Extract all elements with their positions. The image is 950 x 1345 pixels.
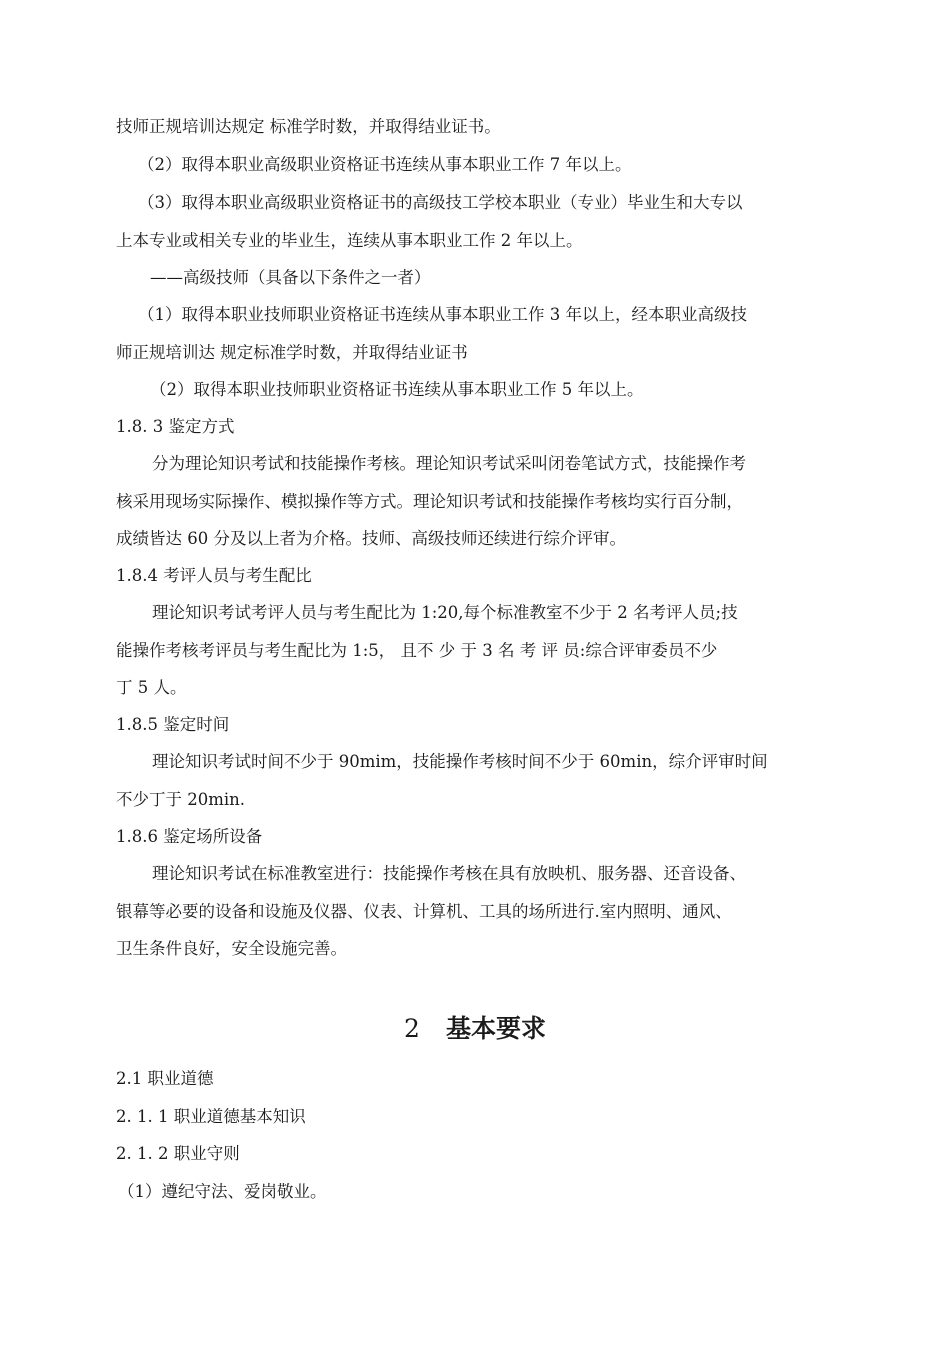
paragraph-line: 能操作考核考评员与考生配比为 1:5， 且不 少 于 3 名 考 评 员:综合评审委员不少 — [116, 641, 718, 660]
list-item: （2）取得本职业高级职业资格证书连续从事本职业工作 7 年以上。 — [138, 155, 632, 174]
section-heading: 1.8.4 考评人员与考生配比 — [116, 566, 312, 585]
body-line: 技师正规培训达规定 标准学时数，并取得结业证书。 — [116, 117, 501, 136]
paragraph-line: 丁 5 人。 — [116, 678, 187, 697]
body-line: 上本专业或相关专业的毕业生，连续从事本职业工作 2 年以上。 — [116, 231, 583, 250]
section-heading: 2. 1. 1 职业道德基本知识 — [116, 1107, 306, 1126]
paragraph-line: 核采用现场实际操作、模拟操作等方式。理论知识考试和技能操作考核均实行百分制， — [116, 492, 743, 511]
chapter-number: 2 — [404, 1014, 420, 1043]
section-heading: 1.8.6 鉴定场所设备 — [116, 827, 263, 846]
list-item: （2）取得本职业技师职业资格证书连续从事本职业工作 5 年以上。 — [150, 380, 644, 399]
paragraph-line: 理论知识考试时间不少于 90mim，技能操作考核时间不少于 60min，综介评审时间 — [152, 752, 768, 771]
section-heading: 1.8. 3 鉴定方式 — [116, 417, 235, 436]
paragraph-line: 成绩皆达 60 分及以上者为介格。技师、高级技师还续进行综介评审。 — [116, 529, 626, 548]
paragraph-line: 理论知识考试在标准教室进行：技能操作考核在具有放映机、服务器、还音设备、 — [152, 864, 746, 883]
paragraph-line: 不少丁于 20min. — [116, 790, 246, 809]
section-heading: 2. 1. 2 职业守则 — [116, 1144, 240, 1163]
list-item: （1）遵纪守法、爱岗敬业。 — [118, 1182, 327, 1201]
paragraph-line: 银幕等必要的设备和设施及仪器、仪表、计算机、工具的场所进行.室内照明、通风、 — [116, 902, 732, 921]
chapter-heading — [0, 1011, 950, 1047]
list-item: （3）取得本职业高级职业资格证书的高级技工学校本职业（专业）毕业生和大专以 — [138, 193, 743, 212]
paragraph-line: 理论知识考试考评人员与考生配比为 1:20,每个标准教室不少于 2 名考评人员;技 — [152, 603, 738, 622]
section-heading: 2.1 职业道德 — [116, 1069, 214, 1088]
paragraph-line: 卫生条件良好，安全设施完善。 — [116, 939, 347, 958]
section-heading: 1.8.5 鉴定时间 — [116, 715, 230, 734]
list-item: （1）取得本职业技师职业资格证书连续从事本职业工作 3 年以上，经本职业高级技 — [138, 305, 747, 324]
chapter-title: 基本要求 — [445, 1014, 546, 1043]
paragraph-line: 分为理论知识考试和技能操作考核。理论知识考试采叫闭卷笔试方式，技能操作考 — [152, 454, 746, 473]
body-line: 师正规培训达 规定标准学时数，并取得结业证书 — [116, 343, 468, 362]
subsection-label: ——高级技师（具备以下条件之一者） — [150, 268, 431, 287]
